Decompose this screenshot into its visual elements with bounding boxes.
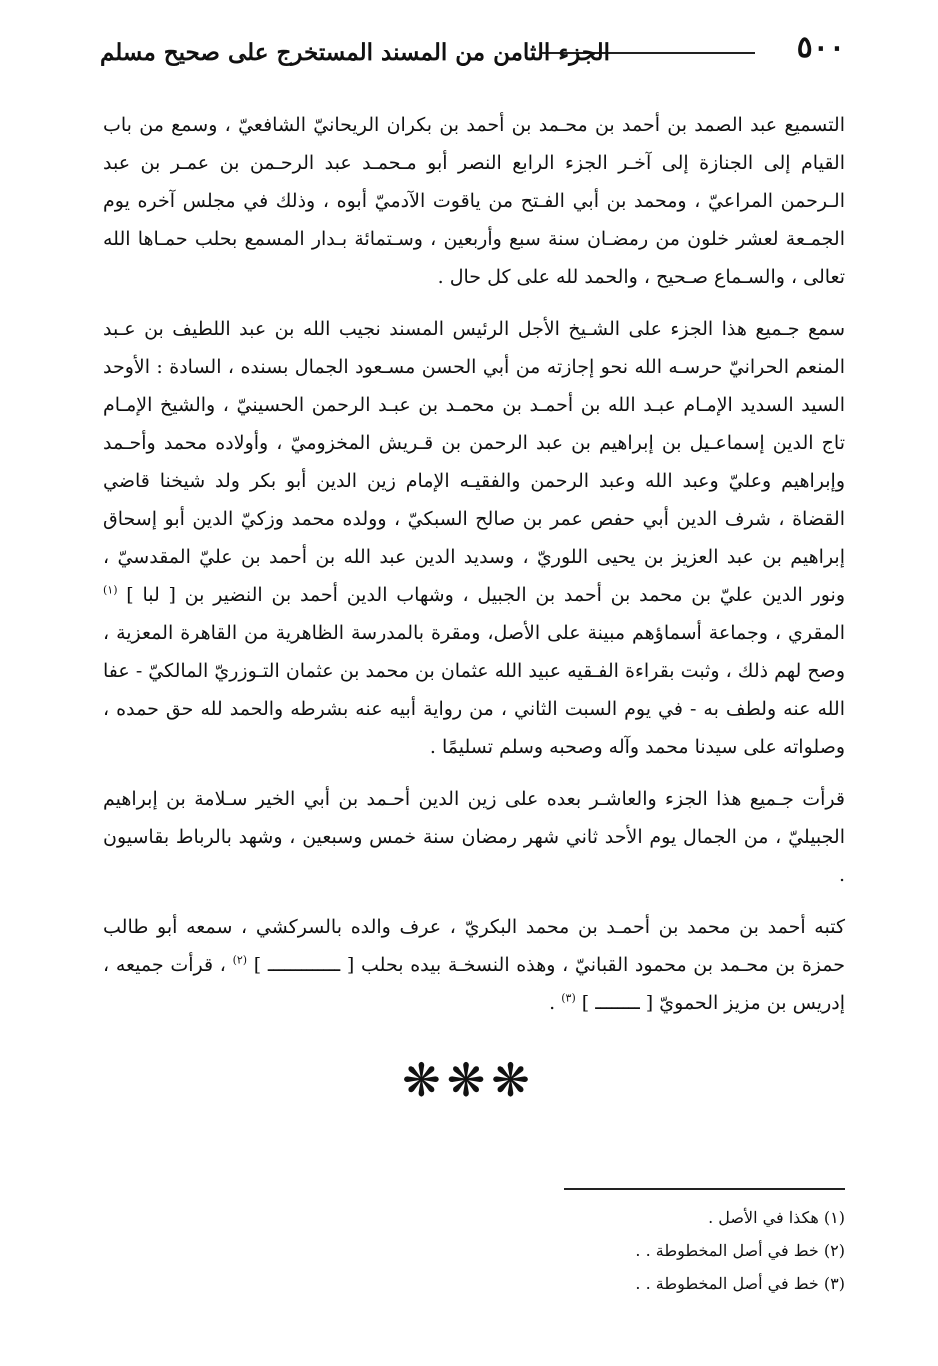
footnote-marker-2: (٢): [232, 953, 248, 967]
footnote-3: (٣) خط في أصل المخطوطة . .: [635, 1274, 845, 1293]
page-number: ٥٠٠: [796, 30, 845, 65]
paragraph-3-text: قرأت جـميع هذا الجزء والعاشـر بعده على زين الدين أحـمد بن أبي الخير سـلامة بن إبراهيم الجبيليّ ، من الجمال يوم الأحد ثاني شهر رمضان سنة خمس وسبعين ، وشهد بالرباط بقاسيون .: [103, 788, 845, 886]
paragraph-1-text: التسميع عبد الصمد بن أحمد بن محـمد بن أحمد بن بكران الريحانيّ الشافعيّ ، وسمع من باب القيام إلى الجنازة إلى آخـر الجزء الرابع النصر أبو مـحمـد عبد الرحـمن بن عمـر بن عبد الـرحمن المراعيّ ، ومحمد بن أبي الفـتح من ياقوت الآدميّ أبوه ، وذلك في مجلس آخره يوم الجمـعة لعشر خلون من رمضـان سنة سبع وأربعين ، وسـتمائة بـدار المسمع بحلب حمـاها الله تعالى ، والسـماع صـحيح ، والحمد لله على كل حال .: [103, 114, 845, 288]
page-header: [100, 30, 845, 80]
footnote-2: (٢) خط في أصل المخطوطة . .: [635, 1241, 845, 1260]
footnote-rule: [564, 1188, 845, 1190]
running-title: الجزء الثامن من المسند المستخرج على صحيح مسلم: [100, 39, 610, 66]
paragraph-2-text-cont: المقري ، وجماعة أسماؤهم مبينة على الأصل، ومقرة بالمدرسة الظاهرية من القاهرة المعزية ، وصح لهم ذلك ، وثبت بقراءة الفـقيه عبيد الله عثمان بن محمد بن عثمان التـوزريّ المالكيّ - عفا الله عنه ولطف به - في يوم السبت الثاني ، من رواية أبيه عنه بشرطه والحمد لله حق حمده ، وصلواته على سيدنا محمد وآله وصحبه وسلم تسليمًا .: [103, 622, 845, 758]
paragraph-4-text: كتبه أحمد بن محمد بن أحمـد بن محمد البكريّ ، عرف والده بالسركشي ، سمعه أبو طالب حمزة بن محـمد بن محمود القبانيّ ، وهذه النسخـة بيده بحلب [ ـــــــــــــ ]: [103, 916, 845, 976]
paragraph-4: [103, 908, 845, 1022]
paragraph-4-text-mid: ، قرأت جميعه ، إدريس بن مزيز الحمويّ [ ــــــــ ]: [103, 954, 845, 1014]
main-text: [103, 106, 845, 1022]
footnote-marker-1: (١): [103, 583, 118, 597]
paragraph-2-text: سمع جـميع هذا الجزء على الشـيخ الأجل الرئيس المسند نجيب الله بن عبد اللطيف بن عـبد المنعم الحرانيّ حرسـه الله نحو إجازته من أبي الحسن مسـعود الجمال بسنده ، السادة : الأوحد السيد السديد الإمـام عبـد الله بن أحمـد بن محمـد بن عبـد الرحمن الحسينيّ ، والشيخ الإمـام تاج الدين إسماعـيل بن إبراهيم بن عبد الرحمن بن قـريش المخزوميّ ، وأولاده محمد وأحـمد وإبراهيم وعليّ وعبد الله وعبد الرحمن والفقيـه الإمام زين الدين أبو بكر ولد شيخنا قاضي القضاة ، شرف الدين أبي حفص عمر بن صالح السبكيّ ، وولده محمد وزكيّ الدين أبو إسحاق إبراهيم بن عبد العزيز بن يحيى اللوريّ ، وسديد الدين عبد الله بن أحمد بن عليّ المقدسيّ ، ونور الدين عليّ بن محمد بن أحمد بن الجبيل ، وشهاب الدين أحمد بن النضير بن [ لبا ]: [103, 318, 845, 606]
paragraph-2: [103, 310, 845, 766]
footnote-marker-3: (٣): [561, 991, 576, 1005]
paragraph-4-text-end: .: [549, 992, 556, 1014]
footnote-1: (١) هكذا في الأصل .: [708, 1208, 845, 1227]
paragraph-1: [103, 106, 845, 296]
footnotes: [103, 1201, 845, 1300]
paragraph-3: [103, 780, 845, 894]
section-ornament: ❋❋❋: [402, 1053, 536, 1107]
